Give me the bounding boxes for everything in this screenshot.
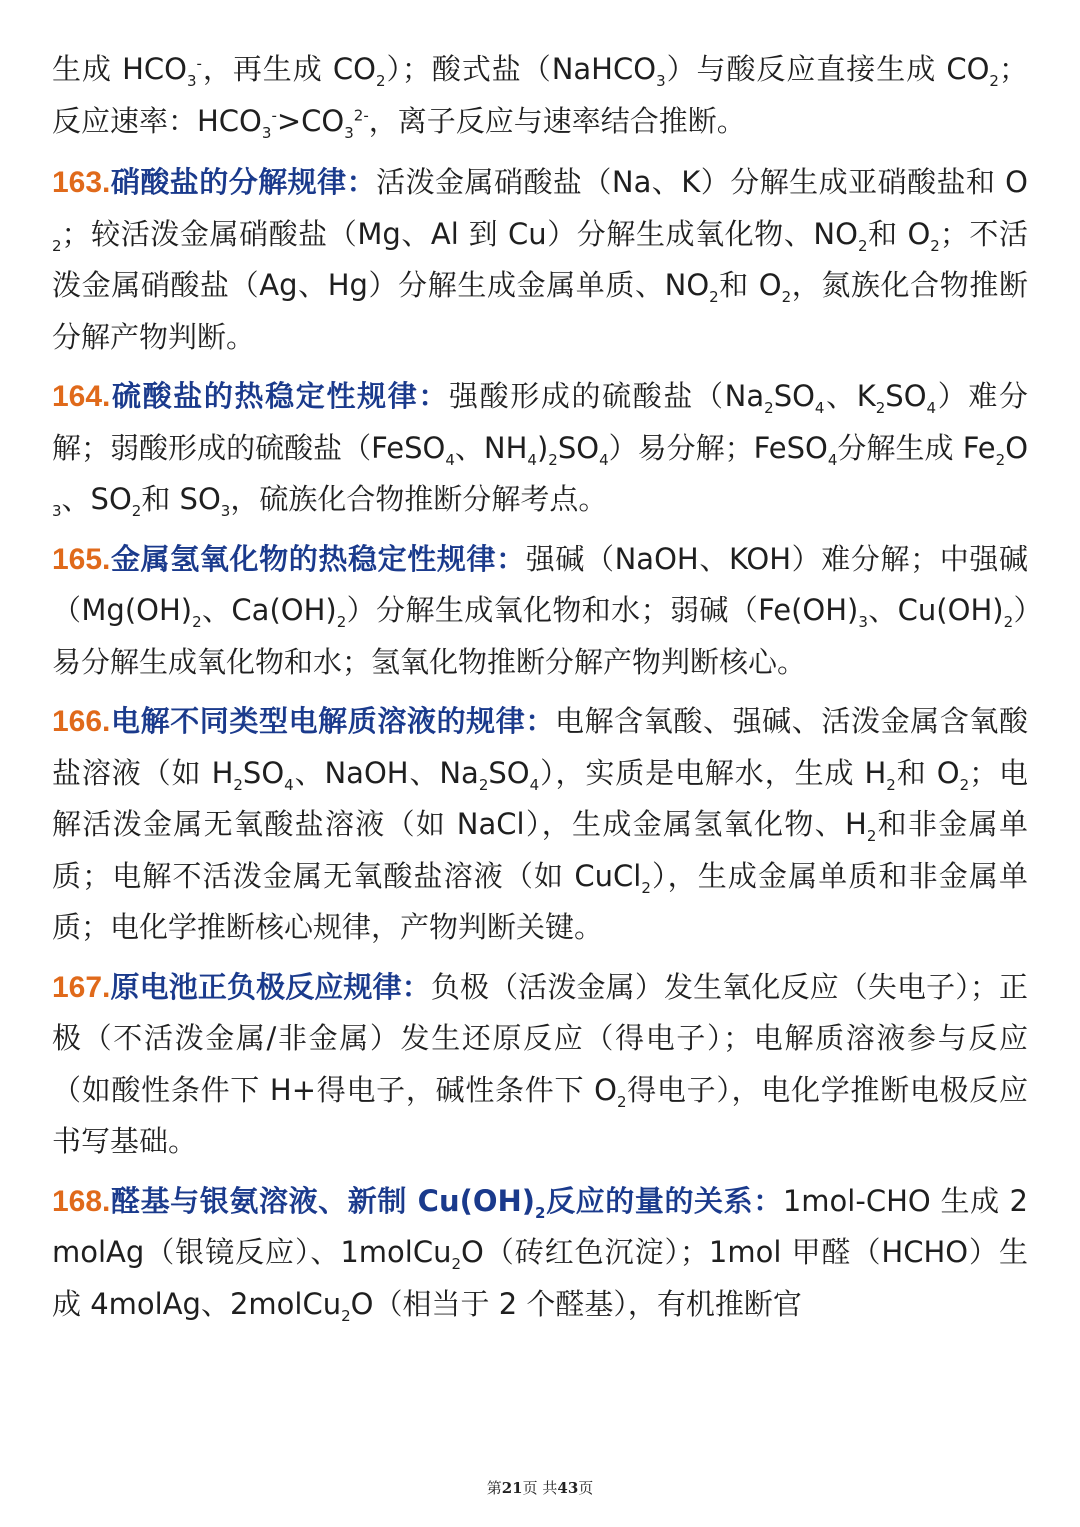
item-number: 164.	[52, 380, 111, 413]
item-title: 醛基与银氨溶液、新制 $Cu(OH)_2$反应的量的关系：	[110, 1183, 783, 1222]
item-number: 167.	[52, 970, 111, 1004]
current-page-number: 21	[501, 1479, 523, 1497]
rule-item-167: 167.原电池正负极反应规律：负极（活泼金属）发生氧化反应（失电子）；正极（不活泼金属/非金属）发生还原反应（得电子）；电解质溶液参与反应（如酸性条件下 H+得电子，碱性条件下 $O_2$得电子），电化学推断电极反应书写基础。	[52, 969, 1028, 1158]
item-title: 硫酸盐的热稳定性规律：	[110, 379, 449, 413]
item-title: 电解不同类型电解质溶液的规律：	[110, 704, 555, 738]
rule-item-165: 165.金属氢氧化物的热稳定性规律：强碱（NaOH、KOH）难分解；中强碱（$Mg(OH)_2$、$Ca(OH)_2$）分解生成氧化物和水；弱碱（$Fe(OH)_3$、$Cu(OH)_2$）易分解生成氧化物和水；氢氧化物推断分解产物判断核心。	[52, 541, 1029, 679]
item-number: 163.	[52, 166, 111, 199]
continuation-paragraph: 生成 $HCO_3^-$，再生成 $CO_2$）；酸式盐（NaHCO$_3$）与酸反应直接生成 $CO_2$；反应速率：$HCO_3^->CO_3^{2-}$，离子反应与速率结合推断。	[52, 52, 1028, 142]
total-page-count: 43	[557, 1479, 579, 1497]
page-footer: 第21页 共43页	[486, 1479, 594, 1497]
item-title: 金属氢氧化物的热稳定性规律：	[110, 541, 526, 576]
item-number: 165.	[52, 542, 111, 576]
rule-item-164: 164.硫酸盐的热稳定性规律：强酸形成的硫酸盐（$Na_2SO_4$、$K_2SO_4$）难分解；弱酸形成的硫酸盐（FeSO$_4$、$NH_4)_2SO_4$）易分解；FeSO$_4$分解生成 $Fe_2O_3$、$SO_2$和 $SO_3$，硫族化合物推断分解考点。	[52, 379, 1029, 520]
rule-item-168: 168.醛基与银氨溶液、新制 $Cu(OH)_2$反应的量的关系：1mol-CHO 生成 2molAg（银镜反应）、1molCu$_2$O（砖红色沉淀）；1mol 甲醛（HCHO）生成 4molAg、2molCu$_2$O（相当于 2 个醛基），有机推断官	[52, 1183, 1028, 1325]
rule-item-163: 163.硝酸盐的分解规律：活泼金属硝酸盐（Na、K）分解生成亚硝酸盐和 $O_2$；较活泼金属硝酸盐（Mg、Al 到 Cu）分解生成氧化物、$NO_2$和 $O_2$；不活泼金属硝酸盐（Ag、Hg）分解生成金属单质、$NO_2$和 $O_2$，氮族化合物推断分解产物判断。	[52, 165, 1028, 354]
item-number: 168.	[52, 1184, 111, 1218]
item-number: 166.	[52, 705, 111, 738]
document-body	[52, 44, 1028, 1338]
item-title: 原电池正负极反应规律：	[110, 969, 431, 1004]
item-title: 硝酸盐的分解规律：	[110, 165, 377, 199]
rule-item-166: 166.电解不同类型电解质溶液的规律：电解含氧酸、强碱、活泼金属含氧酸盐溶液（如 $H_2SO_4$、NaOH、$Na_2SO_4$），实质是电解水，生成 $H_2$和 $O_2$；电解活泼金属无氧酸盐溶液（如 NaCl），生成金属氢氧化物、$H_2$和非金属单质；电解不活泼金属无氧酸盐溶液（如 CuCl$_2$），生成金属单质和非金属单质；电化学推断核心规律，产物判断关键。	[52, 704, 1029, 944]
